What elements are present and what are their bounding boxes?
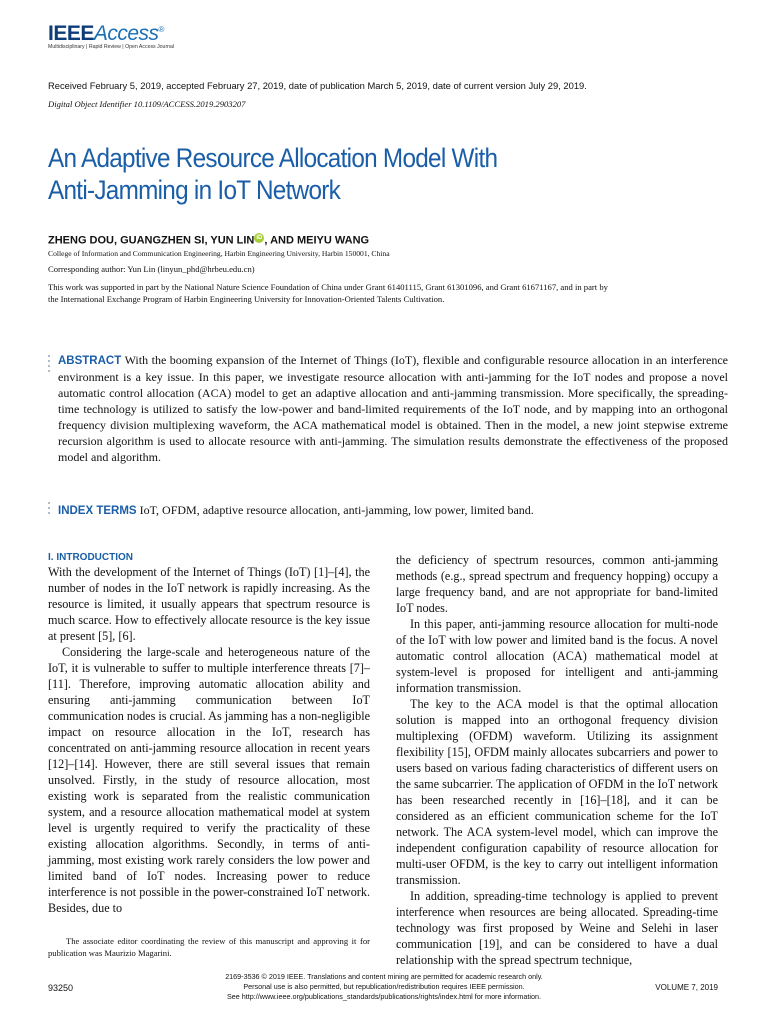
index-terms-dots-icon: [48, 502, 51, 517]
logo-access: Access: [93, 22, 159, 45]
logo-ieee: IEEE: [48, 22, 94, 45]
abstract: [58, 352, 728, 465]
paper-title: [48, 142, 624, 206]
license-notice: [195, 972, 573, 1002]
license-line-3[interactable]: See http://www.ieee.org/publications_standards/publications/rights/index.html for more information.: [226, 992, 542, 1001]
funding-note: This work was supported in part by the National Nature Science Foundation of China under Grant 61401115, Grant 61301096, and Grant 61671167, and in part by the International Exchange Program of Harbin Engineering University for Innovation-Oriented Talents Cultivation.: [48, 282, 608, 304]
journal-logo: IEEEAccess®: [48, 22, 164, 45]
paragraph: The key to the ACA model is that the optimal allocation solution is mapped into an orthogonal frequency division multiplexing (OFDM) waveform. Utilizing its assignment flexibility [15], OFDM mainly allocates subcarriers and power to users based on various fading characteristics of different users on the same subcarrier. The application of OFDM in the IoT network has been researched recently in [16]–[18], and it can be considered as an efficient communication scheme for the IoT network. The ACA system-level model, which can improve the independent configuration capability of resource allocation for multi-user OFDM, is the key to carry out intelligent information transmission.: [396, 697, 718, 887]
page-number: 93250: [48, 983, 74, 993]
orcid-icon[interactable]: iD: [256, 235, 263, 241]
abstract-dots-icon: [48, 355, 51, 375]
section-heading-introduction: I. INTRODUCTION: [48, 552, 133, 563]
authors-part-2: , AND MEIYU WANG: [264, 234, 370, 247]
authors-part-1: ZHENG DOU, GUANGZHEN SI, YUN LIN: [48, 234, 255, 247]
affiliation: College of Information and Communication Engineering, Harbin Engineering University, Harbin 150001, China: [48, 249, 390, 258]
doi[interactable]: Digital Object Identifier 10.1109/ACCESS.2019.2903207: [48, 99, 246, 109]
corresponding-author: Corresponding author: Yun Lin (linyun_phd@hrbeu.edu.cn): [48, 264, 255, 274]
authors: [48, 233, 369, 247]
paragraph: In this paper, anti-jamming resource allocation for multi-node of the IoT with low power and limited band is the focus. A novel automatic control allocation (ACA) mathematical model at system-level is proposed for intelligent and anti-jamming information transmission.: [396, 617, 718, 695]
title-line-1: An Adaptive Resource Allocation Model With: [48, 143, 498, 173]
license-line-2: Personal use is also permitted, but republication/redistribution requires IEEE permission.: [243, 982, 525, 991]
paragraph: the deficiency of spectrum resources, common anti-jamming methods (e.g., spread spectrum and frequency hopping) occupy a large frequency band, and are not appropriate for band-limited IoT nodes.: [396, 553, 718, 615]
footnote-text: The associate editor coordinating the review of this manuscript and approving it for publication was Maurizio Magarini.: [48, 936, 370, 958]
left-column: [48, 552, 370, 916]
paragraph: Considering the large-scale and heterogeneous nature of the IoT, it is vulnerable to suffer to multiple interference threats [7]–[11]. Therefore, improving automatic allocation ability and ensuring anti-jamming communication between IoT communication nodes is crucial. As jamming has a non-negligible impact on resource allocation in the IoT, research has concentrated on anti-jamming resource allocation in recent years [12]–[14]. However, there are still several issues that remain unsolved. Firstly, in the study of resource allocation, most existing work is separated from the realistic communication system, and a resource allocation mathematical model at system level is urgently required to verify the practicality of these existing allocation algorithms. Secondly, in terms of anti-jamming, most existing work rarely considers the low power and limited band of IoT nodes. Increasing power to reduce interference is not possible in the power-constrained IoT network. Besides, due to: [48, 645, 370, 915]
paragraph: With the development of the Internet of Things (IoT) [1]–[4], the number of nodes in the IoT network is rapidly increasing. As the resource is limited, it usually appears that spectrum resource is much scarce. How to effectively allocate resource is the key issue at present [5], [6].: [48, 565, 370, 643]
right-column: [396, 552, 718, 968]
index-terms-label: INDEX TERMS: [58, 505, 137, 517]
abstract-text: With the booming expansion of the Internet of Things (IoT), flexible and configurable resource allocation in an interference environment is a key issue. In this paper, we investigate resource allocation with anti-jamming for the IoT nodes and propose a novel automatic control allocation (ACA) model to get an adaptive allocation and anti-jamming transmission. More specifically, the spreading-time technology is utilized to satisfy the low-power and band-limited requirements of the IoT node, and by mapping into an orthogonal frequency division multiplexing waveform, the ACA mathematical model is obtained. Then in the model, a new joint stepwise extreme recursion algorithm is used to allocate resource with anti-jamming. The simulation results demonstrate the effectiveness of the proposed model and algorithm.: [58, 353, 728, 464]
volume-year: VOLUME 7, 2019: [655, 983, 718, 992]
index-terms-text: IoT, OFDM, adaptive resource allocation, anti-jamming, low power, limited band.: [139, 503, 534, 517]
editor-footnote: [48, 935, 370, 959]
title-line-2: Anti-Jamming in IoT Network: [48, 175, 341, 205]
received-dates: Received February 5, 2019, accepted February 27, 2019, date of publication March 5, 2019, date of current version July 29, 2019.: [48, 80, 587, 91]
paragraph: In addition, spreading-time technology is applied to prevent interference when resources are being allocated. Spreading-time technology was first proposed by Weine and Selehi in laser communication [19], and can be considered to have a dual relationship with the spread spectrum technique,: [396, 889, 718, 967]
journal-tagline: Multidisciplinary | Rapid Review | Open Access Journal: [48, 44, 175, 50]
index-terms: [58, 502, 728, 519]
abstract-label: ABSTRACT: [58, 355, 122, 367]
license-line-1: 2169-3536 © 2019 IEEE. Translations and content mining are permitted for academic research only.: [225, 972, 543, 981]
